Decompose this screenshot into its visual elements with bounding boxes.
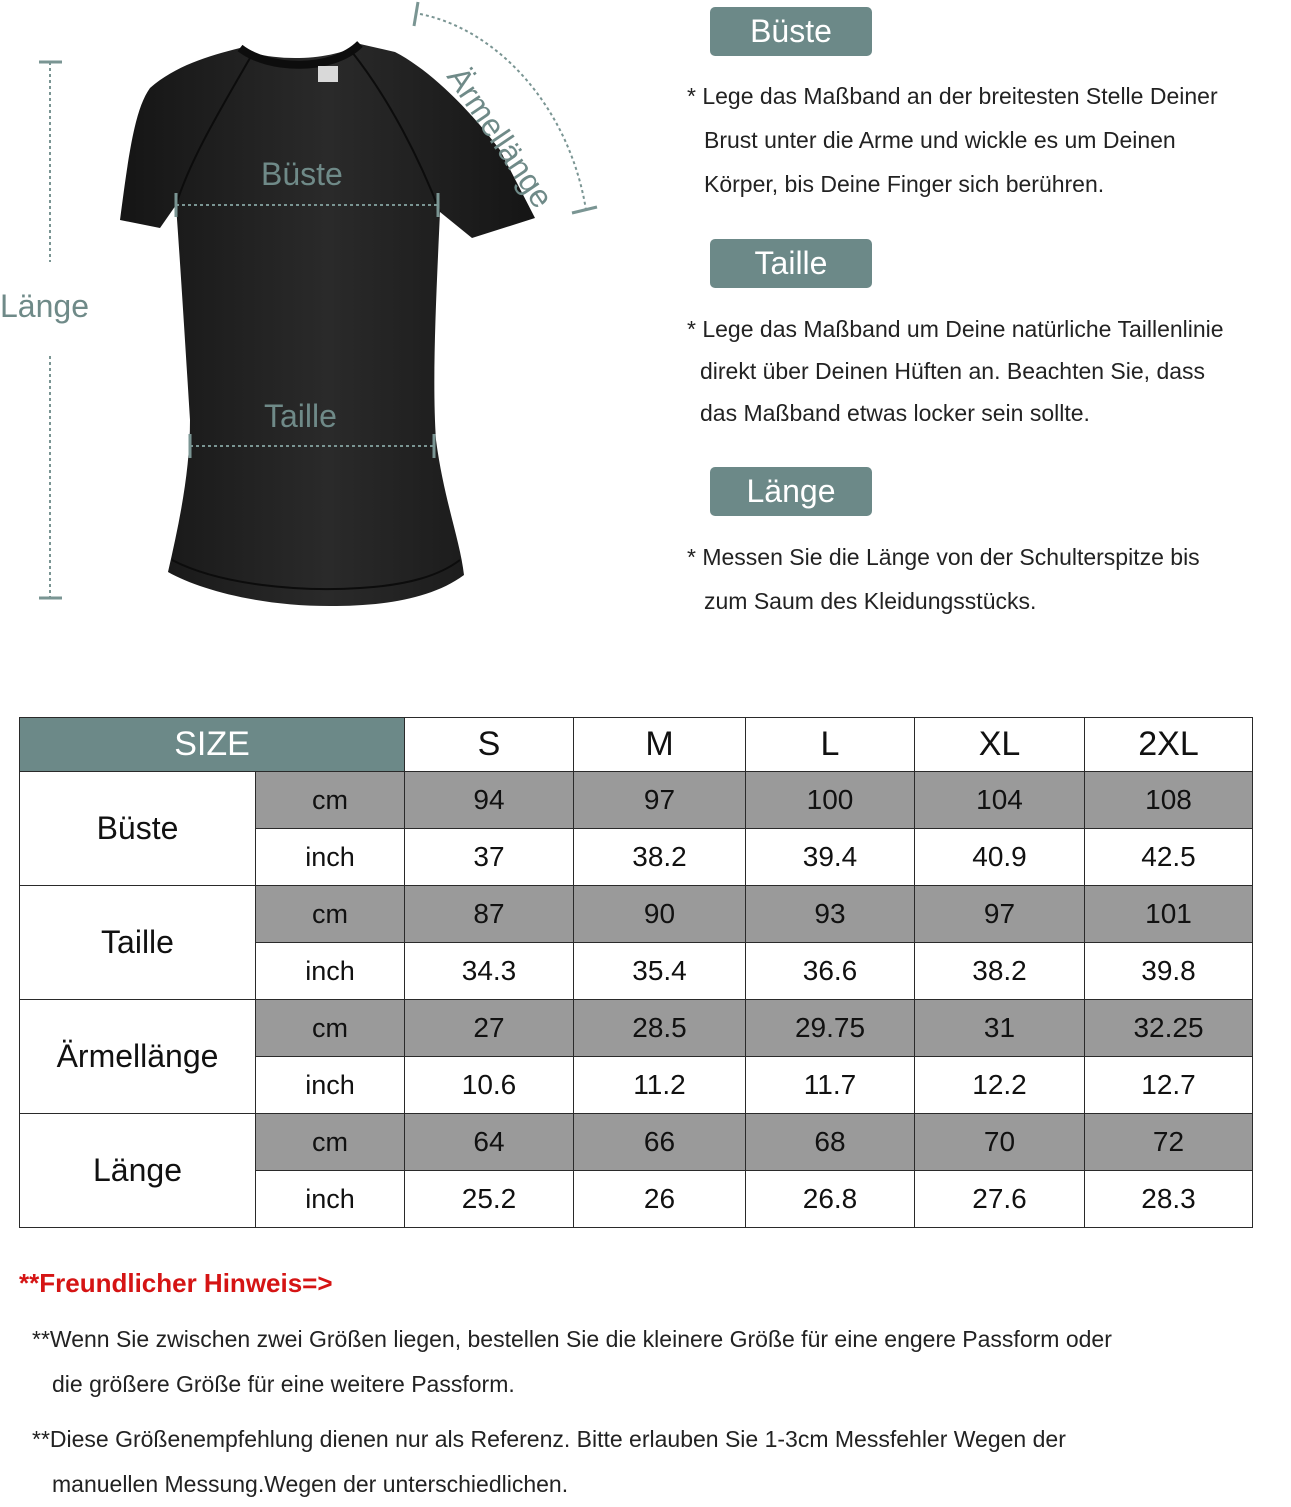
table-row	[20, 886, 1253, 943]
figure-label-bust: Büste	[261, 156, 343, 192]
table-cell: 31	[915, 1000, 1085, 1057]
table-cell: 11.7	[746, 1057, 915, 1114]
table-cell: 87	[405, 886, 574, 943]
figure-label-sleeve: Ärmellänge	[440, 60, 561, 215]
guide-text-length: * Messen Sie die Länge von der Schulterspitze bis zum Saum des Kleidungsstücks.	[687, 544, 1200, 614]
size-col-s: S	[405, 718, 574, 772]
unit-cm: cm	[256, 1114, 405, 1171]
row-label-bust: Büste	[20, 772, 256, 886]
table-cell: 38.2	[915, 943, 1085, 1000]
table-cell: 39.4	[746, 829, 915, 886]
table-cell: 32.25	[1085, 1000, 1253, 1057]
table-row	[20, 1000, 1253, 1057]
unit-cm: cm	[256, 886, 405, 943]
table-cell: 12.2	[915, 1057, 1085, 1114]
table-cell: 34.3	[405, 943, 574, 1000]
table-cell: 25.2	[405, 1171, 574, 1228]
table-cell: 66	[574, 1114, 746, 1171]
guide-text-waist: * Lege das Maßband um Deine natürliche Taillenlinie direkt über Deinen Hüften an. Beachten Sie, dass das Maßband etwas locker sein sollte.	[687, 316, 1224, 426]
table-cell: 39.8	[1085, 943, 1253, 1000]
table-cell: 42.5	[1085, 829, 1253, 886]
guide-title-length: Länge	[710, 467, 872, 516]
unit-inch: inch	[256, 829, 405, 886]
size-col-xl: XL	[915, 718, 1085, 772]
table-row	[20, 772, 1253, 829]
table-cell: 97	[915, 886, 1085, 943]
size-col-2xl: 2XL	[1085, 718, 1253, 772]
notice-item-1: **Wenn Sie zwischen zwei Größen liegen, bestellen Sie die kleinere Größe für eine engere Passform oder die größere Größe für eine weitere Passform.	[32, 1326, 1112, 1397]
row-label-sleeve: Ärmellänge	[20, 1000, 256, 1114]
table-cell: 29.75	[746, 1000, 915, 1057]
measurement-figure	[0, 0, 660, 640]
table-cell: 68	[746, 1114, 915, 1171]
guide-text-bust: * Lege das Maßband an der breitesten Stelle Deiner Brust unter die Arme und wickle es um Deinen Körper, bis Deine Finger sich berühren.	[687, 83, 1218, 197]
table-cell: 93	[746, 886, 915, 943]
notice-title: **Freundlicher Hinweis=>	[19, 1268, 333, 1298]
unit-inch: inch	[256, 1057, 405, 1114]
table-cell: 90	[574, 886, 746, 943]
table-cell: 72	[1085, 1114, 1253, 1171]
guide-title-waist: Taille	[710, 239, 872, 288]
table-cell: 97	[574, 772, 746, 829]
unit-inch: inch	[256, 1171, 405, 1228]
table-header-row	[20, 718, 1253, 772]
table-cell: 35.4	[574, 943, 746, 1000]
table-cell: 10.6	[405, 1057, 574, 1114]
row-label-length: Länge	[20, 1114, 256, 1228]
unit-cm: cm	[256, 772, 405, 829]
table-row	[20, 1114, 1253, 1171]
table-cell: 108	[1085, 772, 1253, 829]
table-cell: 100	[746, 772, 915, 829]
table-cell: 37	[405, 829, 574, 886]
table-cell: 12.7	[1085, 1057, 1253, 1114]
table-cell: 28.5	[574, 1000, 746, 1057]
table-cell: 11.2	[574, 1057, 746, 1114]
table-cell: 36.6	[746, 943, 915, 1000]
table-cell: 38.2	[574, 829, 746, 886]
size-table	[19, 717, 1253, 1228]
table-cell: 26	[574, 1171, 746, 1228]
figure-label-waist: Taille	[264, 398, 337, 434]
table-cell: 70	[915, 1114, 1085, 1171]
table-cell: 94	[405, 772, 574, 829]
table-cell: 104	[915, 772, 1085, 829]
figure-label-length: Länge	[0, 288, 89, 324]
table-cell: 64	[405, 1114, 574, 1171]
row-label-waist: Taille	[20, 886, 256, 1000]
size-col-m: M	[574, 718, 746, 772]
table-cell: 26.8	[746, 1171, 915, 1228]
tshirt-illustration	[0, 0, 660, 640]
guide-title-bust: Büste	[710, 7, 872, 56]
unit-inch: inch	[256, 943, 405, 1000]
table-cell: 101	[1085, 886, 1253, 943]
notice-item-2: **Diese Größenempfehlung dienen nur als Referenz. Bitte erlauben Sie 1-3cm Messfehler Wegen der manuellen Messung.Wegen der unterschiedlichen.	[32, 1426, 1066, 1497]
size-col-l: L	[746, 718, 915, 772]
table-cell: 28.3	[1085, 1171, 1253, 1228]
size-header: SIZE	[20, 718, 405, 772]
table-cell: 27	[405, 1000, 574, 1057]
unit-cm: cm	[256, 1000, 405, 1057]
table-cell: 40.9	[915, 829, 1085, 886]
table-cell: 27.6	[915, 1171, 1085, 1228]
